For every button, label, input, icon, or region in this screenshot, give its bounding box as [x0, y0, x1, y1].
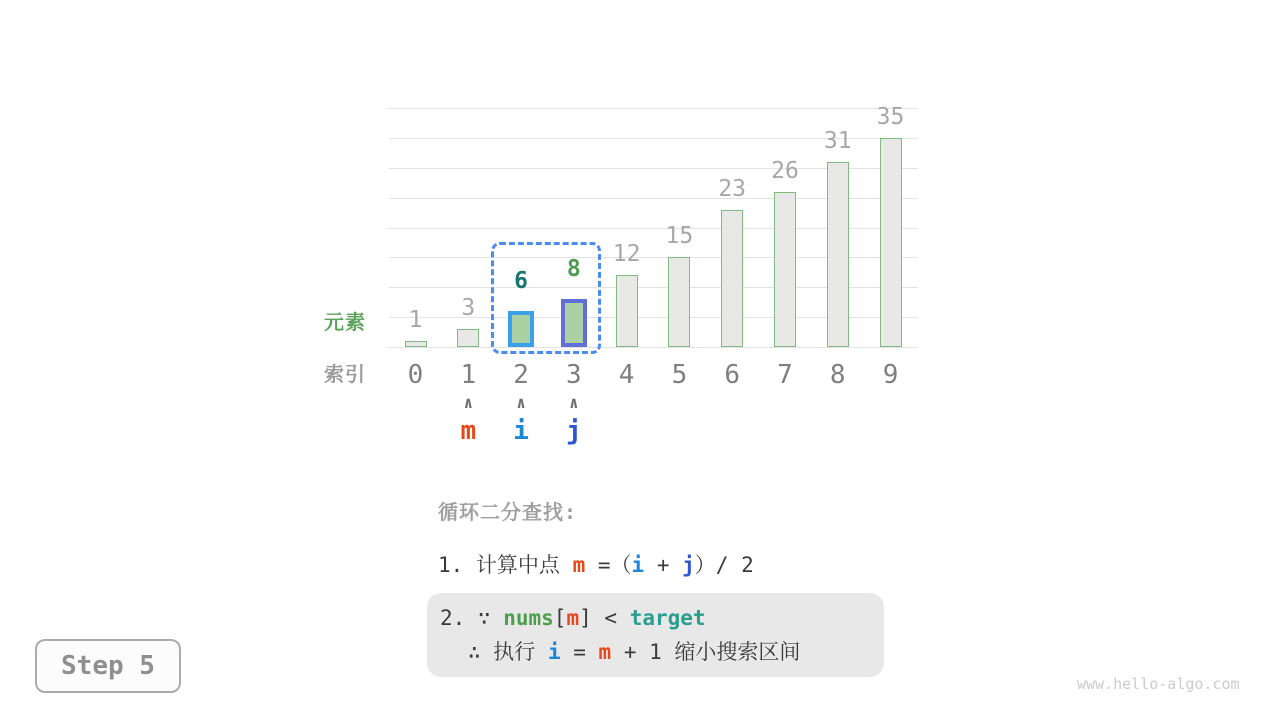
bar-index-4 [616, 275, 638, 347]
caption-segment: ] < [579, 606, 630, 630]
bar-value-label: 12 [612, 241, 641, 267]
pointer-label-j: j [566, 416, 582, 446]
step-badge [35, 639, 181, 693]
pointer-up-arrow-icon: ∧ [569, 393, 579, 412]
pointer-up-arrow-icon: ∧ [463, 393, 474, 412]
index-label-8: 8 [829, 360, 846, 390]
caption-segment: m [566, 606, 580, 630]
caption-heading: 循环二分查找: [438, 500, 578, 524]
bar-value-label: 1 [408, 307, 423, 333]
row-label-elements: 元素 [324, 310, 366, 334]
bar-value-label: 31 [823, 128, 852, 154]
bar-index-6 [721, 210, 743, 347]
bar-index-0 [405, 341, 427, 347]
bar-value-label: 6 [514, 268, 528, 294]
note-line-2 [468, 635, 800, 669]
bar-value-label: 8 [566, 256, 581, 282]
caption-segment: [ [553, 606, 567, 630]
caption-segment: = [560, 640, 599, 664]
index-label-2: 2 [513, 360, 529, 390]
bar-value-label: 3 [461, 295, 476, 321]
bar-index-9 [880, 138, 902, 347]
index-label-9: 9 [882, 360, 899, 390]
step-badge-label: Step 5 [61, 651, 155, 681]
caption-segment: m [572, 553, 586, 577]
caption-segment: i [547, 640, 561, 664]
gridline [389, 347, 918, 348]
bar-index-5 [668, 257, 690, 347]
bar-value-label: 26 [771, 158, 799, 184]
pointer-label-i: i [513, 416, 529, 446]
caption-segment: 1. 计算中点 [438, 553, 573, 577]
pointer-up-arrow-icon: ∧ [516, 393, 526, 412]
pointer-label-m: m [460, 416, 477, 446]
bar-index-7 [774, 192, 796, 347]
watermark: www.hello-algo.com [1077, 675, 1240, 693]
gridline [389, 108, 918, 109]
index-label-4: 4 [618, 360, 635, 390]
caption-segment: nums [503, 606, 554, 630]
bar-index-3 [561, 299, 587, 347]
index-label-0: 0 [407, 360, 424, 390]
caption-segment: j [682, 553, 695, 577]
bar-index-8 [827, 162, 849, 347]
index-label-5: 5 [671, 360, 688, 390]
bar-value-label: 15 [665, 223, 694, 249]
caption-segment: ）/ 2 [694, 553, 754, 577]
caption-segment: m [598, 640, 612, 664]
caption-line-1 [438, 549, 754, 579]
bar-value-label: 23 [718, 176, 747, 202]
caption-segment: =（ [585, 553, 632, 577]
index-label-7: 7 [777, 360, 793, 390]
bar-index-1 [457, 329, 479, 347]
caption-segment: + [644, 553, 683, 577]
caption-segment: i [631, 553, 645, 577]
caption-segment: target [629, 606, 706, 630]
index-label-6: 6 [724, 360, 740, 390]
index-label-1: 1 [460, 360, 477, 390]
row-label-indices: 索引 [324, 362, 366, 386]
bar-value-label: 35 [876, 104, 905, 130]
caption-segment: + 1 缩小搜索区间 [611, 640, 801, 664]
note-box [427, 593, 884, 677]
caption-segment: ∴ 执行 [468, 640, 548, 664]
index-label-3: 3 [566, 360, 582, 390]
note-line-1 [440, 601, 706, 635]
caption-segment: 2. ∵ [440, 606, 504, 630]
bar-index-2 [508, 311, 534, 347]
